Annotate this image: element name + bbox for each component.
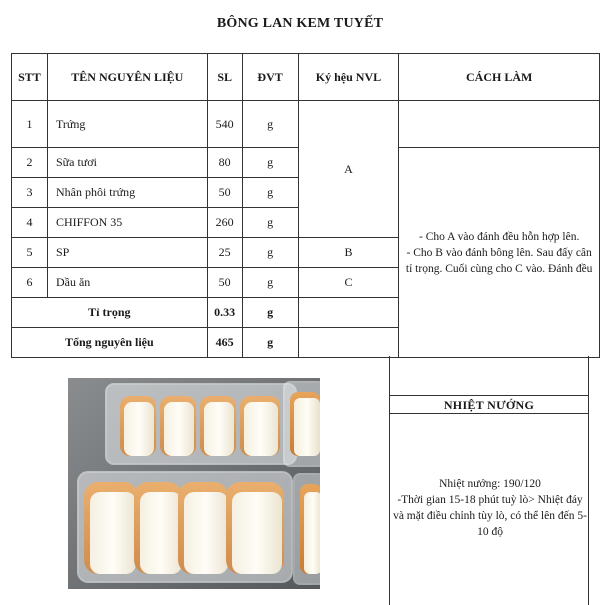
group-c-cell: C <box>298 268 399 298</box>
row-stt: 4 <box>12 208 48 238</box>
table-header-row <box>12 54 600 101</box>
density-label: Tỉ trọng <box>12 298 208 328</box>
recipe-table <box>11 53 600 358</box>
density-value: 0.33 <box>207 298 242 328</box>
cake-photo-illustration <box>68 378 320 589</box>
row-ingredient: SP <box>47 238 207 268</box>
total-empty-cell <box>298 328 399 358</box>
header-unit: ĐVT <box>242 54 298 101</box>
method-line-2: - Cho B vào đánh bông lên. Sau đấy cân tỉ trọng. Cuối cùng cho C vào. Đánh đều <box>405 246 593 275</box>
density-unit: g <box>242 298 298 328</box>
row-ingredient: Sữa tươi <box>47 148 207 178</box>
baking-time: -Thời gian 15-18 phút tuỳ lò> Nhiệt đáy và mặt điều chỉnh tùy lò, có thể lên đến 5-10 độ <box>393 494 587 538</box>
total-label: Tổng nguyên liệu <box>12 328 208 358</box>
page-title: BÔNG LAN KEM TUYẾT <box>216 16 384 31</box>
table-row <box>12 101 600 148</box>
row-unit: g <box>242 268 298 298</box>
total-value: 465 <box>207 328 242 358</box>
row-ingredient: Trứng <box>47 101 207 148</box>
total-unit: g <box>242 328 298 358</box>
baking-text <box>393 476 587 540</box>
header-ingredient-name: TÊN NGUYÊN LIỆU <box>47 54 207 101</box>
row-stt: 1 <box>12 101 48 148</box>
cake-photo <box>68 378 320 589</box>
row-quantity: 540 <box>207 101 242 148</box>
header-stt: STT <box>12 54 48 101</box>
row-quantity: 25 <box>207 238 242 268</box>
row-ingredient: Nhân phôi trứng <box>47 178 207 208</box>
row-stt: 2 <box>12 148 48 178</box>
method-extension <box>389 356 589 396</box>
baking-temperature: Nhiệt nướng: 190/120 <box>439 478 541 490</box>
method-line-1: - Cho A vào đánh đều hỗn hợp lên. <box>419 230 580 243</box>
method-cell <box>399 148 600 358</box>
row-stt: 6 <box>12 268 48 298</box>
row-ingredient: CHIFFON 35 <box>47 208 207 238</box>
header-symbol: Ký hệu NVL <box>298 54 399 101</box>
row-unit: g <box>242 178 298 208</box>
header-method: CÁCH LÀM <box>399 54 600 101</box>
row-stt: 3 <box>12 178 48 208</box>
row-quantity: 50 <box>207 178 242 208</box>
method-top-cell <box>399 101 600 148</box>
row-stt: 5 <box>12 238 48 268</box>
row-unit: g <box>242 208 298 238</box>
row-unit: g <box>242 148 298 178</box>
row-quantity: 50 <box>207 268 242 298</box>
baking-heading: NHIỆT NƯỚNG <box>389 395 589 414</box>
row-quantity: 80 <box>207 148 242 178</box>
header-quantity: SL <box>207 54 242 101</box>
group-a-cell: A <box>298 101 399 238</box>
row-unit: g <box>242 101 298 148</box>
group-b-cell: B <box>298 238 399 268</box>
row-quantity: 260 <box>207 208 242 238</box>
row-unit: g <box>242 238 298 268</box>
density-empty-cell <box>298 298 399 328</box>
row-ingredient: Dầu ăn <box>47 268 207 298</box>
